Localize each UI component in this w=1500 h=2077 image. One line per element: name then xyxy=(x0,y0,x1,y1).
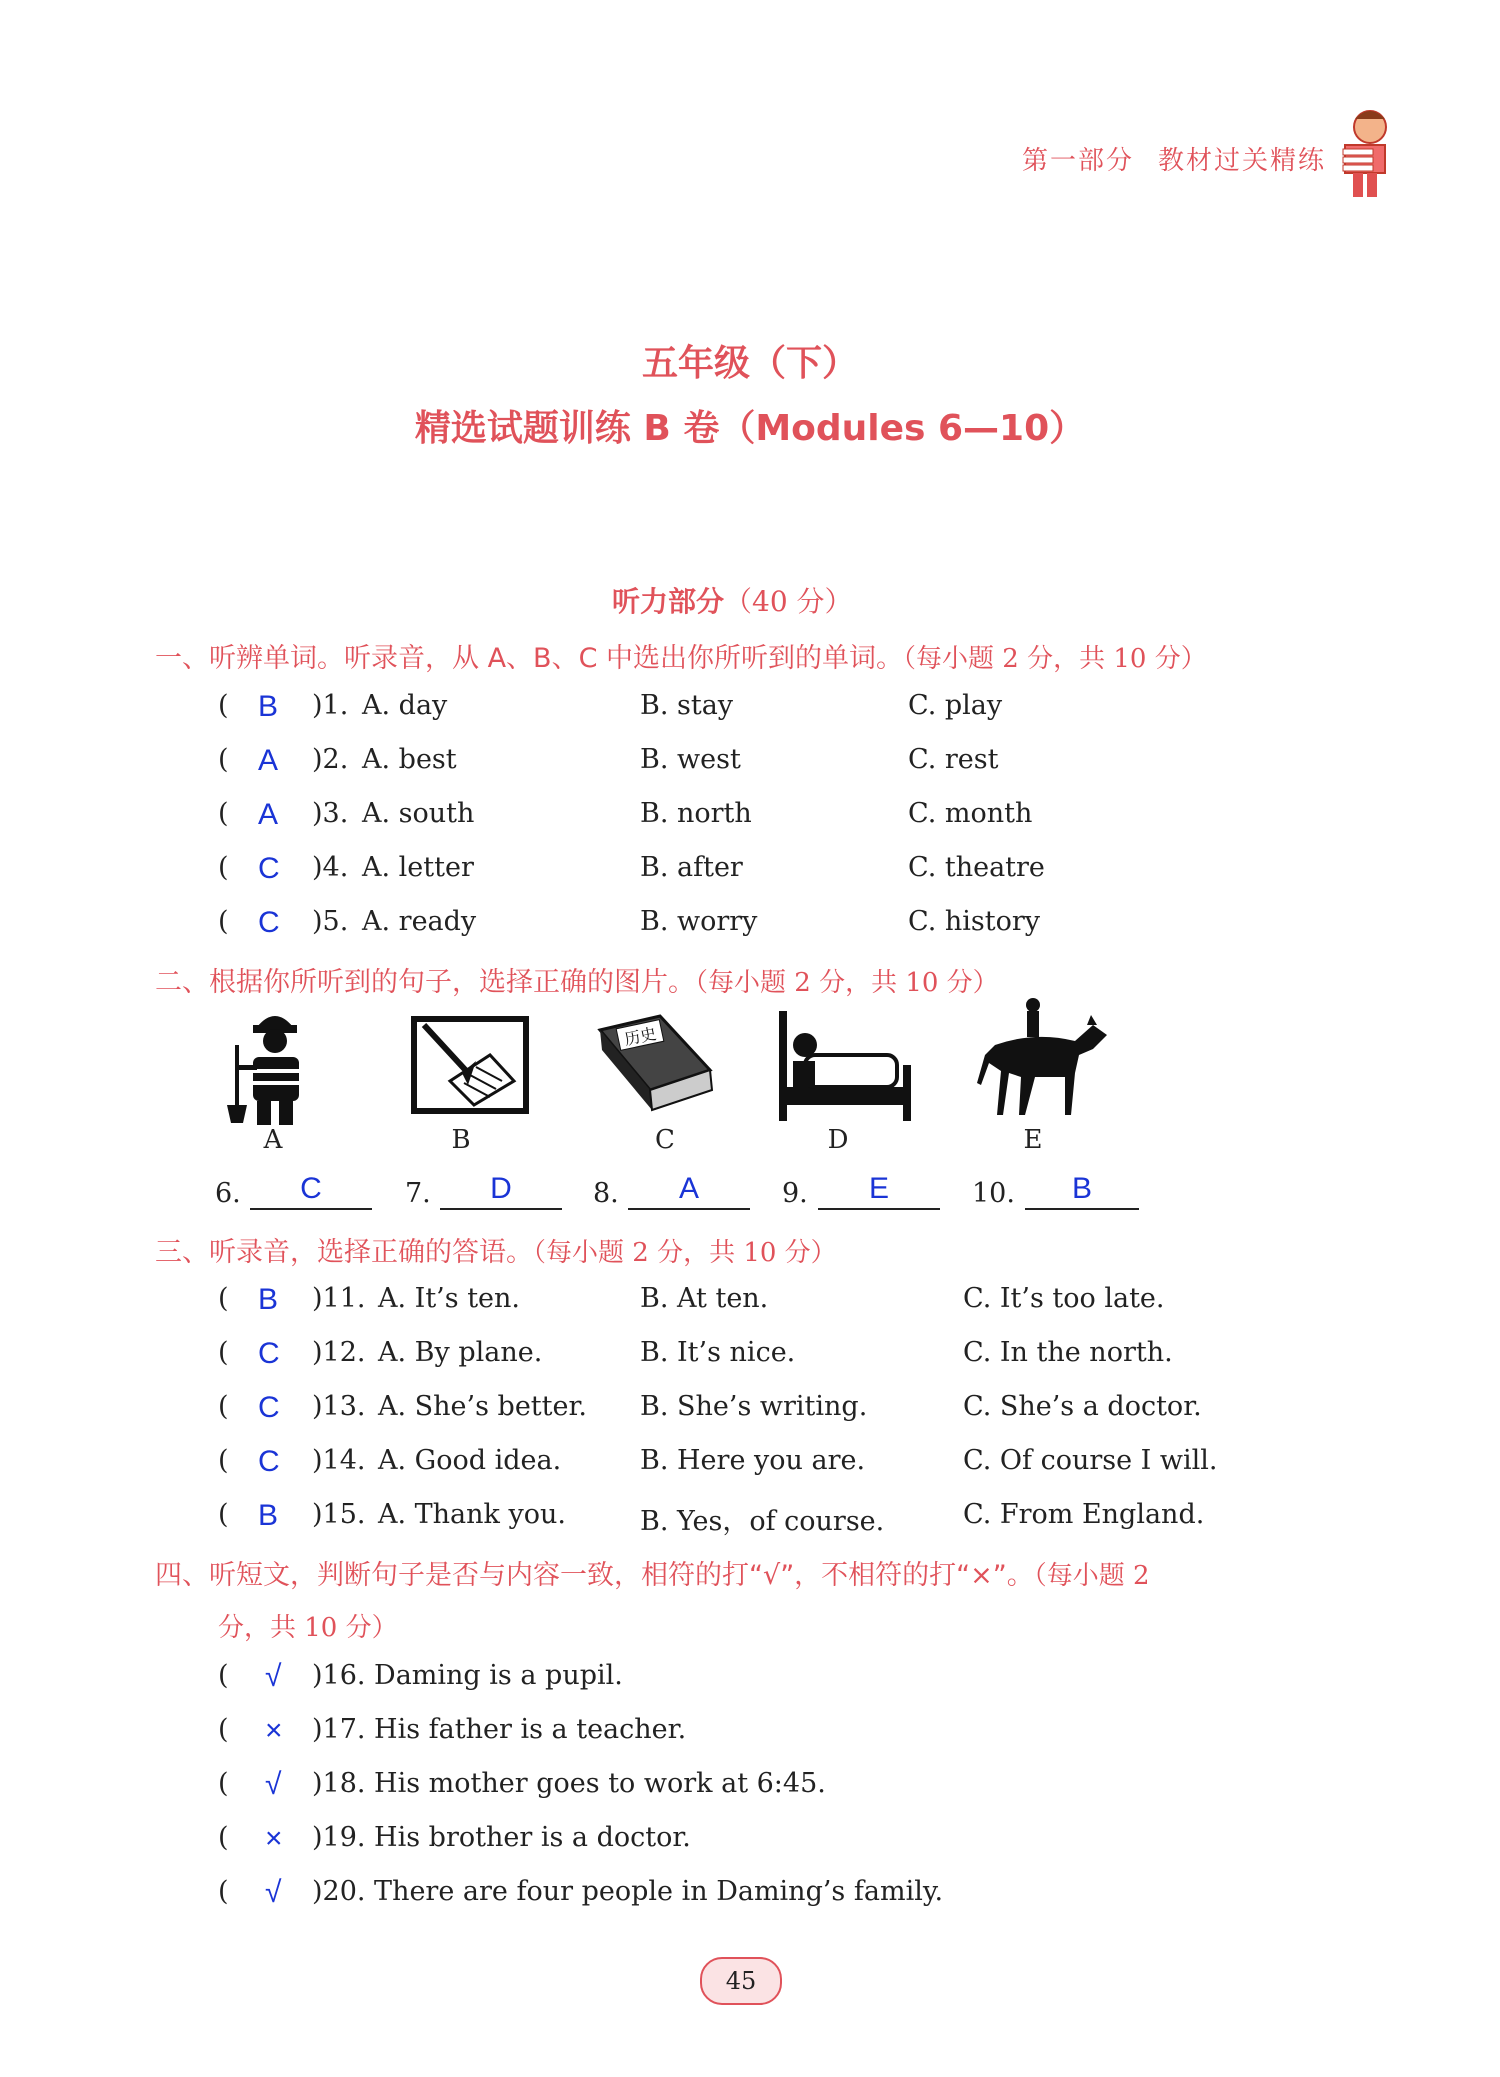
answer: √ xyxy=(265,1660,282,1693)
picture-label: C xyxy=(655,1125,675,1155)
question-row: ( C )13. A. She’s better. B. She’s writing. C. She’s a doctor. xyxy=(218,1391,1202,1424)
question-row: ( C )14. A. Good idea. B. Here you are. C. Of course I will. xyxy=(218,1445,1218,1478)
bed-icon xyxy=(775,1005,915,1125)
book-label: 历史 xyxy=(622,1023,658,1050)
answer: B xyxy=(258,1499,279,1532)
question-row: ( B )1. A. day B. stay C. play xyxy=(218,690,1003,723)
question-row: ( C )5. A. ready B. worry C. history xyxy=(218,906,1041,939)
answer: C xyxy=(258,1337,280,1370)
answer-blank: A xyxy=(628,1172,750,1210)
question-row: ( A )3. A. south B. north C. month xyxy=(218,798,1033,831)
answer: C xyxy=(258,1445,280,1478)
header-part: 第一部分 xyxy=(1022,146,1135,176)
question-row: ( √ )20. There are four people in Daming’s family. xyxy=(218,1876,944,1909)
answer: A xyxy=(258,744,279,777)
picture-label: B xyxy=(451,1125,471,1155)
answer: × xyxy=(265,1822,283,1855)
title-grade: 五年级（下） xyxy=(641,343,858,384)
mascot-icon xyxy=(1335,105,1405,205)
question-row: ( × )19. His brother is a doctor. xyxy=(218,1822,691,1855)
answer: B xyxy=(258,1283,279,1316)
question-row: ( √ )16. Daming is a pupil. xyxy=(218,1660,623,1693)
section-1-heading: 一、听辨单词。听录音，从 A、B、C 中选出你所听到的单词。（每小题 2 分，共 10 分） xyxy=(155,643,1207,674)
page-number: 45 xyxy=(700,1957,782,2005)
section-4-heading: 四、听短文，判断句子是否与内容一致，相符的打“√”，不相符的打“×”。（每小题 2 xyxy=(155,1560,1150,1591)
question-row: ( C )12. A. By plane. B. It’s nice. C. In the north. xyxy=(218,1337,1173,1370)
question-row: ( A )2. A. best B. west C. rest xyxy=(218,744,999,777)
answer: A xyxy=(258,798,279,831)
answer: C xyxy=(258,1391,280,1424)
picture-label: D xyxy=(827,1125,849,1155)
answer-blank: D xyxy=(440,1172,562,1210)
horse-rider-icon xyxy=(975,995,1115,1125)
answer: B xyxy=(258,690,279,723)
answer: C xyxy=(258,906,280,939)
pen-writing-icon xyxy=(410,1015,530,1115)
question-row: ( B )15. A. Thank you. B. Yes，of course. C. From England. xyxy=(218,1499,1205,1537)
question-row: ( √ )18. His mother goes to work at 6:45. xyxy=(218,1768,826,1801)
section-4-heading-cont: 分，共 10 分） xyxy=(218,1613,398,1643)
answer: √ xyxy=(265,1768,282,1801)
listening-score: （40 分） xyxy=(724,585,853,618)
answer: √ xyxy=(265,1876,282,1909)
question-row: ( C )4. A. letter B. after C. theatre xyxy=(218,852,1045,885)
picture-label: A xyxy=(263,1125,283,1155)
section-2-heading: 二、根据你所听到的句子，选择正确的图片。（每小题 2 分，共 10 分） xyxy=(155,967,999,998)
worker-icon xyxy=(215,1005,315,1125)
listening-label: 听力部分 xyxy=(612,585,725,618)
answer: C xyxy=(258,852,280,885)
question-row: ( B )11. A. It’s ten. B. At ten. C. It’s too late. xyxy=(218,1283,1165,1316)
answer-blank: C xyxy=(250,1172,372,1210)
answer-blank: E xyxy=(818,1172,940,1210)
question-row: ( × )17. His father is a teacher. xyxy=(218,1714,687,1747)
answer-blank: B xyxy=(1025,1172,1139,1210)
section-3-heading: 三、听录音，选择正确的答语。（每小题 2 分，共 10 分） xyxy=(155,1237,837,1268)
header-subtitle: 教材过关精练 xyxy=(1158,146,1327,176)
picture-label: E xyxy=(1023,1125,1043,1155)
answer: × xyxy=(265,1714,283,1747)
history-book-icon xyxy=(590,1010,720,1120)
title-paper: 精选试题训练 B 卷（Modules 6—10） xyxy=(414,408,1086,449)
